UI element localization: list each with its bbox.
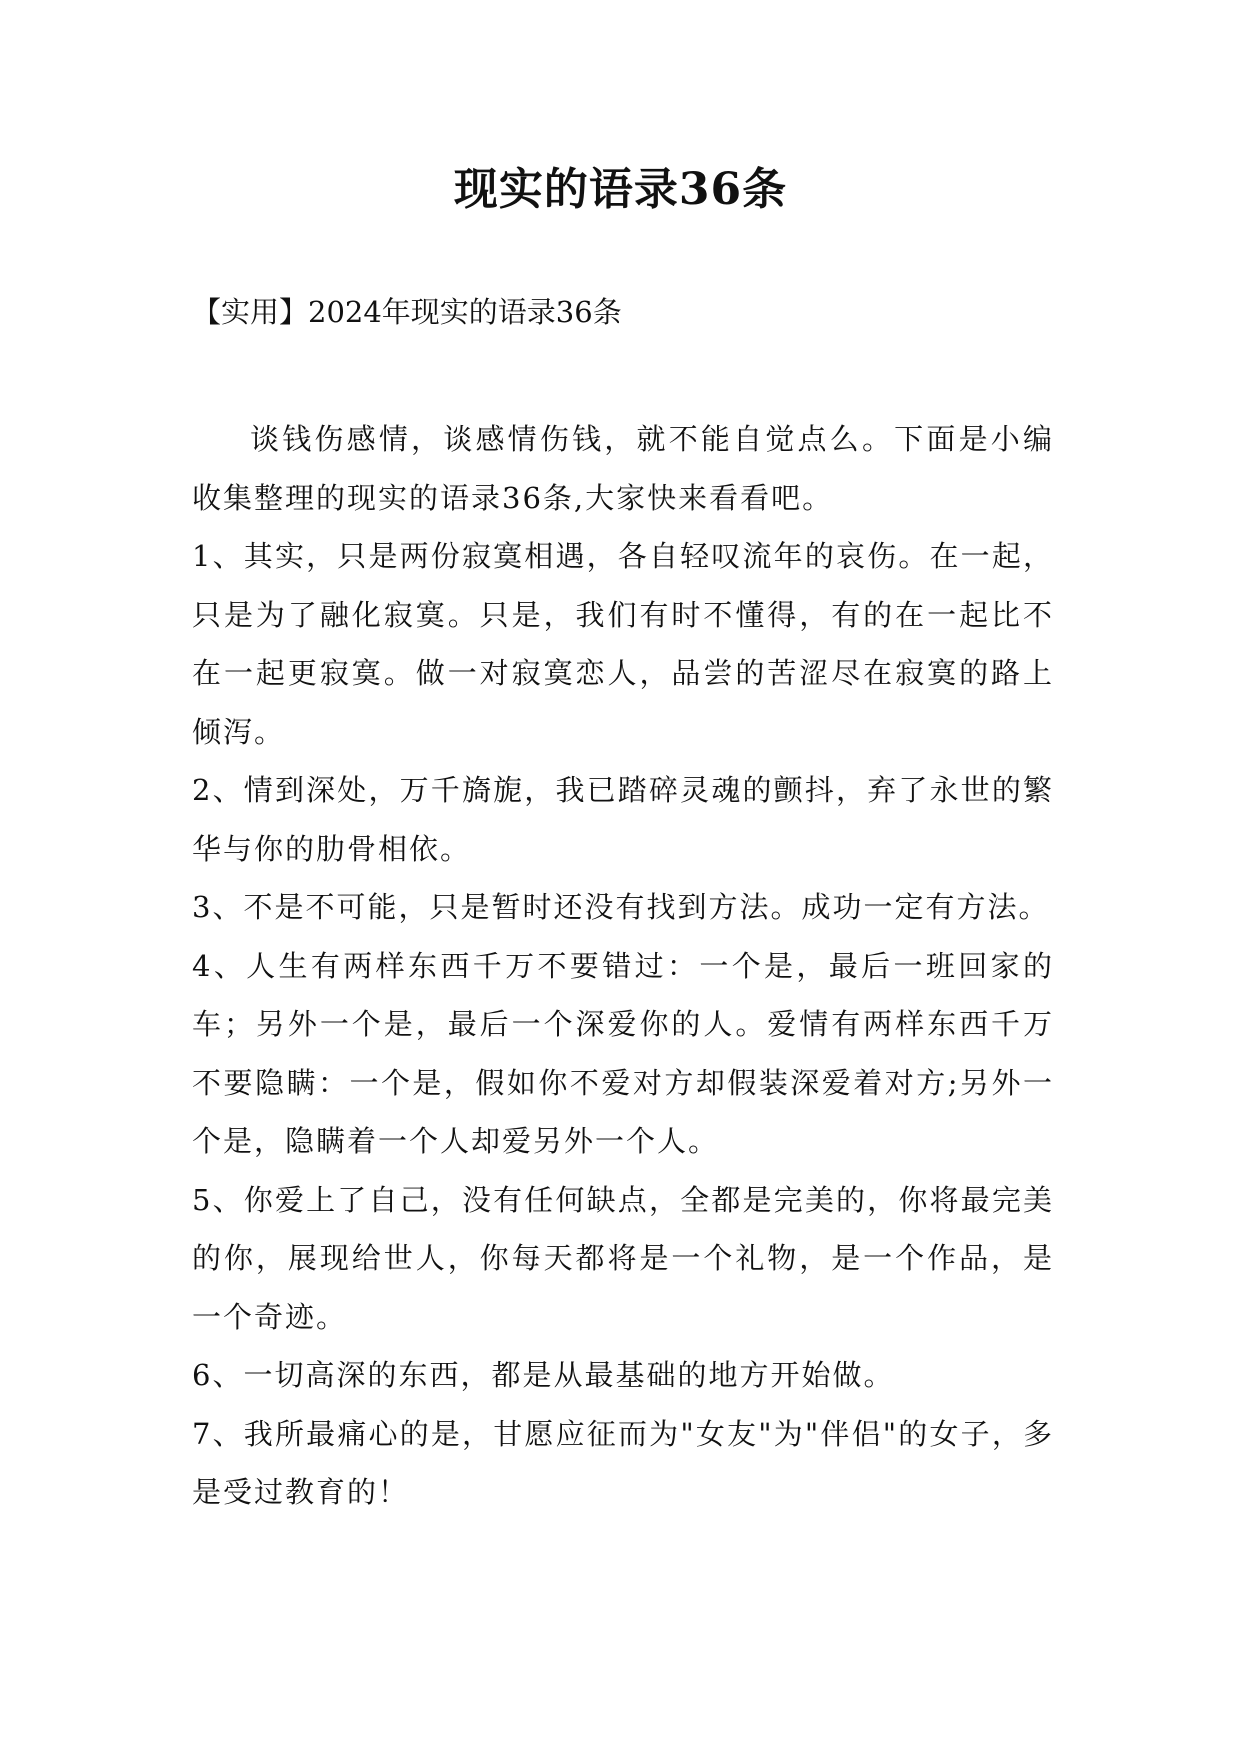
quote-paragraph: 6、一切高深的东西，都是从最基础的地方开始做。 <box>192 1358 895 1392</box>
quote-paragraph: 4、人生有两样东西千万不要错过：一个是，最后一班回家的车；另外一个是，最后一个深爱你的人。爱情有两样东西千万不要隐瞒：一个是，假如你不爱对方却假装深爱着对方;另外一个是，隐瞒着一个人却爱另外一个人。 <box>192 948 1054 1158</box>
quote-paragraph: 5、你爱上了自己，没有任何缺点，全都是完美的，你将最完美的你，展现给世人，你每天都将是一个礼物，是一个作品，是一个奇迹。 <box>192 1182 1054 1334</box>
quote-paragraph: 1、其实，只是两份寂寞相遇，各自轻叹流年的哀伤。在一起，只是为了融化寂寞。只是，我们有时不懂得，有的在一起比不在一起更寂寞。做一对寂寞恋人，品尝的苦涩尽在寂寞的路上倾泻。 <box>192 539 1054 749</box>
intro-paragraph: 谈钱伤感情，谈感情伤钱，就不能自觉点么。下面是小编收集整理的现实的语录36条,大家快来看看吧。 <box>192 422 1054 515</box>
quote-paragraph: 7、我所最痛心的是，甘愿应征而为"女友"为"伴侣"的女子，多是受过教育的！ <box>192 1416 1054 1509</box>
document-subtitle: 【实用】2024年现实的语录36条 <box>192 295 622 329</box>
document-title: 现实的语录36条 <box>453 164 788 215</box>
quote-paragraph: 2、情到深处，万千旖旎，我已踏碎灵魂的颤抖，弃了永世的繁华与你的肋骨相依。 <box>192 773 1054 866</box>
document-body <box>192 410 1054 1522</box>
quote-paragraph: 3、不是不可能，只是暂时还没有找到方法。成功一定有方法。 <box>192 890 1050 924</box>
